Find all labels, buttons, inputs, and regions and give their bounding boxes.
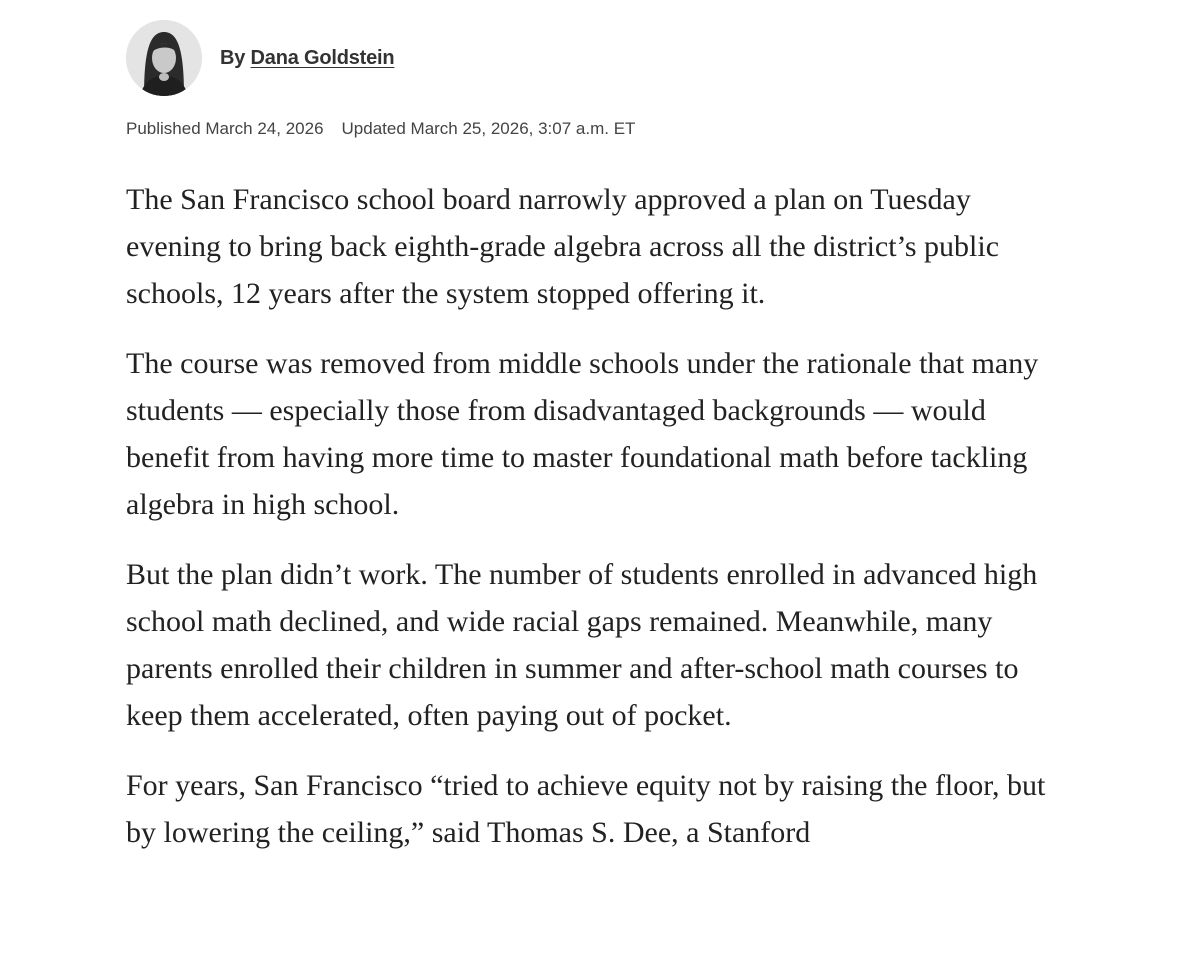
byline: [126, 20, 1086, 96]
byline-prefix: By: [220, 46, 246, 69]
body-paragraph: The course was removed from middle schools under the rationale that many students — especially those from disadvantaged backgrounds — would benefit from having more time to master foundational math before tackling algebra in high school.: [126, 347, 1039, 521]
author-portrait-image: [126, 20, 202, 96]
byline-text: [220, 47, 394, 70]
timestamps: [126, 118, 1086, 140]
author-avatar[interactable]: [126, 20, 202, 96]
published-date: Published March 24, 2026: [126, 119, 324, 138]
author-link[interactable]: Dana Goldstein: [250, 46, 395, 69]
body-paragraph: The San Francisco school board narrowly approved a plan on Tuesday evening to bring back eighth-grade algebra across all the district’s public schools, 12 years after the system stopped offering it.: [126, 183, 1000, 310]
article-body: [126, 176, 1066, 856]
body-paragraph: But the plan didn’t work. The number of students enrolled in advanced high school math declined, and wide racial gaps remained. Meanwhile, many parents enrolled their children in summer and after-school math courses to keep them accelerated, often paying out of pocket.: [126, 558, 1038, 732]
updated-date: Updated March 25, 2026, 3:07 a.m. ET: [341, 119, 636, 138]
article: [126, 20, 1086, 879]
body-paragraph: For years, San Francisco “tried to achieve equity not by raising the floor, but by lowering the ceiling,” said Thomas S. Dee, a Stanford: [126, 769, 1046, 849]
